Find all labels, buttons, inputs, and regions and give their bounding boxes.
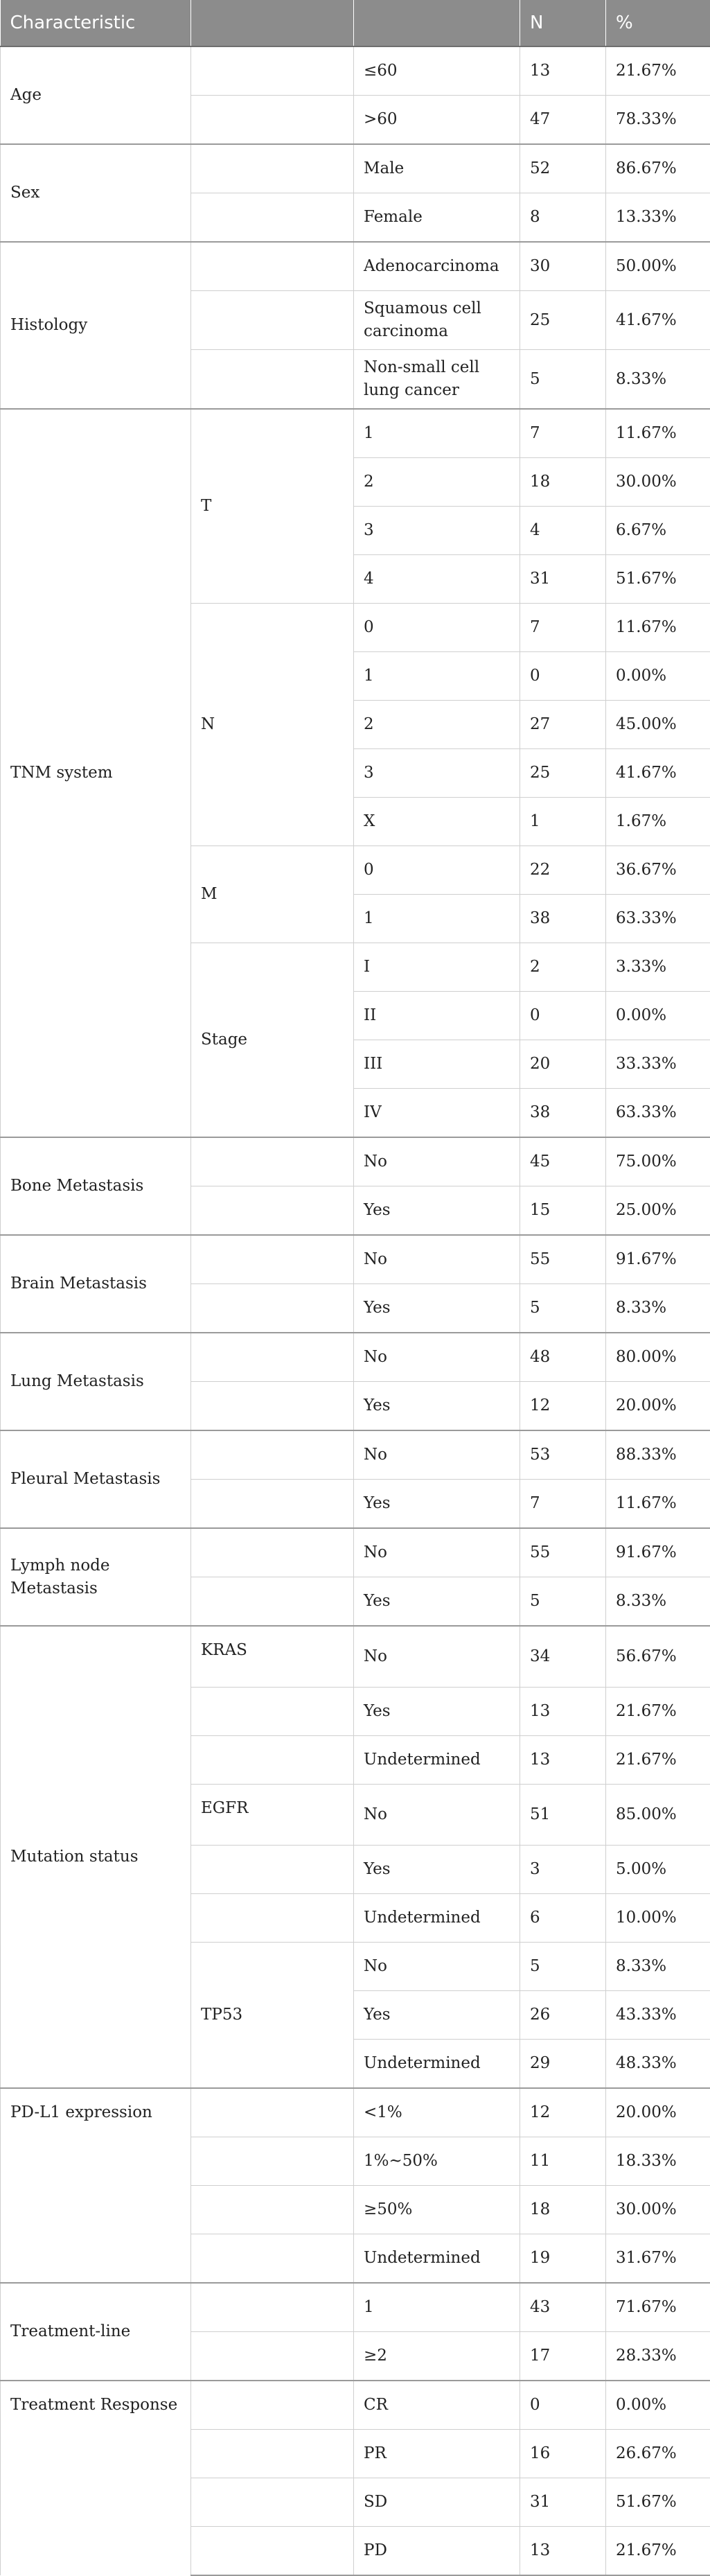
percent-cell: 11.67% [606,409,710,458]
percent-cell: 0.00% [606,2381,710,2430]
table-row [1,1235,710,1284]
subgroup-label [191,1894,354,1943]
percent-cell: 3.33% [606,943,710,992]
count-cell: 47 [520,96,606,145]
percent-cell: 0.00% [606,992,710,1040]
subgroup-label [191,2527,354,2576]
value-label: IV [354,1089,520,1138]
count-cell: 19 [520,2234,606,2284]
percent-cell: 41.67% [606,291,710,350]
value-label: Female [354,193,520,243]
value-label: <1% [354,2088,520,2137]
count-cell: 27 [520,701,606,749]
percent-cell: 88.33% [606,1430,710,1480]
count-cell: 13 [520,2527,606,2576]
group-label: Bone Metastasis [1,1137,191,1235]
count-cell: 4 [520,507,606,555]
percent-cell: 13.33% [606,193,710,243]
value-label: ≤60 [354,46,520,96]
percent-cell: 20.00% [606,1382,710,1431]
count-cell: 7 [520,604,606,652]
percent-cell: 21.67% [606,1688,710,1736]
table-row [1,144,710,193]
percent-cell: 80.00% [606,1333,710,1382]
percent-cell: 11.67% [606,1480,710,1529]
percent-cell: 8.33% [606,1577,710,1627]
count-cell: 48 [520,1333,606,1382]
table-header-row [1,0,710,46]
percent-cell: 21.67% [606,2527,710,2576]
count-cell: 17 [520,2332,606,2381]
percent-cell: 51.67% [606,2478,710,2527]
percent-cell: 11.67% [606,604,710,652]
subgroup-label [191,350,354,410]
percent-cell: 8.33% [606,350,710,410]
subgroup-label [191,144,354,193]
count-cell: 55 [520,1235,606,1284]
subgroup-label [191,2430,354,2478]
count-cell: 29 [520,2040,606,2089]
count-cell: 5 [520,1577,606,1627]
count-cell: 2 [520,943,606,992]
subgroup-label [191,1430,354,1480]
count-cell: 52 [520,144,606,193]
count-cell: 51 [520,1785,606,1846]
table-row [1,1626,710,1688]
header-value [354,0,520,46]
count-cell: 8 [520,193,606,243]
table-row [1,2283,710,2332]
group-label: PD-L1 expression [1,2088,191,2283]
count-cell: 53 [520,1430,606,1480]
table-row [1,2381,710,2430]
subgroup-label [191,2283,354,2332]
percent-cell: 28.33% [606,2332,710,2381]
value-label: Yes [354,1688,520,1736]
subgroup-label [191,1688,354,1736]
group-label: Treatment Response [1,2381,191,2575]
subgroup-label [191,2381,354,2430]
percent-cell: 48.33% [606,2040,710,2089]
percent-cell: 56.67% [606,1626,710,1688]
value-label: 4 [354,555,520,604]
count-cell: 31 [520,2478,606,2527]
count-cell: 12 [520,2088,606,2137]
count-cell: 30 [520,242,606,291]
percent-cell: 30.00% [606,2186,710,2234]
count-cell: 34 [520,1626,606,1688]
subgroup-label [191,1382,354,1431]
subgroup-label [191,291,354,350]
value-label: Yes [354,1846,520,1894]
percent-cell: 63.33% [606,1089,710,1138]
count-cell: 5 [520,1284,606,1333]
value-label: Yes [354,1577,520,1627]
value-label: 0 [354,604,520,652]
count-cell: 13 [520,1688,606,1736]
percent-cell: 8.33% [606,1284,710,1333]
group-label: Lymph node Metastasis [1,1528,191,1626]
percent-cell: 63.33% [606,895,710,943]
count-cell: 1 [520,798,606,846]
count-cell: 38 [520,1089,606,1138]
count-cell: 0 [520,652,606,701]
percent-cell: 0.00% [606,652,710,701]
percent-cell: 30.00% [606,458,710,507]
value-label: Yes [354,1186,520,1236]
percent-cell: 43.33% [606,1991,710,2040]
subgroup-label [191,96,354,145]
group-label: Lung Metastasis [1,1333,191,1430]
subgroup-label [191,1284,354,1333]
subgroup-label [191,1137,354,1186]
value-label: ≥2 [354,2332,520,2381]
table-row [1,409,710,458]
value-label: 2 [354,701,520,749]
subgroup-label [191,2234,354,2284]
percent-cell: 86.67% [606,144,710,193]
percent-cell: 25.00% [606,1186,710,1236]
count-cell: 5 [520,1943,606,1991]
table-row [1,46,710,96]
count-cell: 6 [520,1894,606,1943]
table-row [1,2088,710,2137]
value-label: Undetermined [354,2234,520,2284]
count-cell: 12 [520,1382,606,1431]
subgroup-label: N [191,604,354,846]
value-label: Undetermined [354,1736,520,1785]
subgroup-label: T [191,409,354,604]
count-cell: 7 [520,1480,606,1529]
value-label: X [354,798,520,846]
percent-cell: 75.00% [606,1137,710,1186]
group-label: TNM system [1,409,191,1137]
subgroup-label [191,1577,354,1627]
percent-cell: 5.00% [606,1846,710,1894]
subgroup-label: EGFR [191,1785,354,1846]
percent-cell: 21.67% [606,46,710,96]
percent-cell: 41.67% [606,749,710,798]
percent-cell: 1.67% [606,798,710,846]
percent-cell: 21.67% [606,1736,710,1785]
count-cell: 11 [520,2137,606,2186]
percent-cell: 31.67% [606,2234,710,2284]
count-cell: 15 [520,1186,606,1236]
subgroup-label [191,2186,354,2234]
value-label: >60 [354,96,520,145]
value-label: No [354,1137,520,1186]
group-label: Treatment-line [1,2283,191,2381]
header-n: N [520,0,606,46]
subgroup-label [191,2137,354,2186]
percent-cell: 51.67% [606,555,710,604]
group-label: Age [1,46,191,144]
subgroup-label [191,1736,354,1785]
count-cell: 38 [520,895,606,943]
subgroup-label: KRAS [191,1626,354,1688]
subgroup-label [191,1480,354,1529]
value-label: 1 [354,652,520,701]
count-cell: 13 [520,1736,606,1785]
count-cell: 0 [520,992,606,1040]
header-subgroup [191,0,354,46]
value-label: Yes [354,1480,520,1529]
percent-cell: 78.33% [606,96,710,145]
value-label: CR [354,2381,520,2430]
percent-cell: 18.33% [606,2137,710,2186]
value-label: Adenocarcinoma [354,242,520,291]
subgroup-label [191,1186,354,1236]
value-label: Non-small cell lung cancer [354,350,520,410]
subgroup-label [191,1846,354,1894]
value-label: No [354,1626,520,1688]
value-label: No [354,1785,520,1846]
value-label: PD [354,2527,520,2576]
subgroup-label: M [191,846,354,943]
subgroup-label [191,46,354,96]
table-row [1,1333,710,1382]
value-label: No [354,1430,520,1480]
group-label: Brain Metastasis [1,1235,191,1333]
percent-cell: 71.67% [606,2283,710,2332]
count-cell: 3 [520,1846,606,1894]
percent-cell: 6.67% [606,507,710,555]
header-characteristic: Characteristic [1,0,191,46]
value-label: No [354,1235,520,1284]
subgroup-label [191,242,354,291]
subgroup-label [191,1333,354,1382]
subgroup-label: Stage [191,943,354,1138]
percent-cell: 8.33% [606,1943,710,1991]
value-label: Yes [354,1382,520,1431]
value-label: Male [354,144,520,193]
percent-cell: 50.00% [606,242,710,291]
group-label: Pleural Metastasis [1,1430,191,1528]
value-label: 3 [354,749,520,798]
count-cell: 0 [520,2381,606,2430]
count-cell: 18 [520,2186,606,2234]
table-row [1,242,710,291]
value-label: 2 [354,458,520,507]
count-cell: 20 [520,1040,606,1089]
value-label: 3 [354,507,520,555]
subgroup-label [191,1528,354,1577]
subgroup-label [191,2088,354,2137]
table-row [1,1137,710,1186]
count-cell: 7 [520,409,606,458]
value-label: II [354,992,520,1040]
value-label: 1 [354,895,520,943]
value-label: Undetermined [354,2040,520,2089]
count-cell: 45 [520,1137,606,1186]
value-label: ≥50% [354,2186,520,2234]
count-cell: 31 [520,555,606,604]
count-cell: 5 [520,350,606,410]
subgroup-label [191,2332,354,2381]
value-label: 1 [354,409,520,458]
percent-cell: 45.00% [606,701,710,749]
percent-cell: 26.67% [606,2430,710,2478]
value-label: 0 [354,846,520,895]
count-cell: 25 [520,291,606,350]
value-label: Yes [354,1284,520,1333]
value-label: I [354,943,520,992]
percent-cell: 10.00% [606,1894,710,1943]
value-label: SD [354,2478,520,2527]
group-label: Mutation status [1,1626,191,2088]
table-row [1,1528,710,1577]
percent-cell: 91.67% [606,1235,710,1284]
subgroup-label: TP53 [191,1943,354,2089]
value-label: III [354,1040,520,1089]
header-percent: % [606,0,710,46]
subgroup-label [191,193,354,243]
group-label: Histology [1,242,191,409]
percent-cell: 91.67% [606,1528,710,1577]
count-cell: 25 [520,749,606,798]
value-label: PR [354,2430,520,2478]
count-cell: 26 [520,1991,606,2040]
count-cell: 18 [520,458,606,507]
percent-cell: 20.00% [606,2088,710,2137]
subgroup-label [191,2478,354,2527]
value-label: Squamous cell carcinoma [354,291,520,350]
count-cell: 16 [520,2430,606,2478]
value-label: No [354,1333,520,1382]
value-label: 1%~50% [354,2137,520,2186]
count-cell: 22 [520,846,606,895]
percent-cell: 33.33% [606,1040,710,1089]
count-cell: 55 [520,1528,606,1577]
percent-cell: 36.67% [606,846,710,895]
subgroup-label [191,1235,354,1284]
value-label: No [354,1943,520,1991]
value-label: Undetermined [354,1894,520,1943]
count-cell: 43 [520,2283,606,2332]
group-label: Sex [1,144,191,242]
percent-cell: 85.00% [606,1785,710,1846]
count-cell: 13 [520,46,606,96]
value-label: No [354,1528,520,1577]
table-row [1,1430,710,1480]
value-label: Yes [354,1991,520,2040]
value-label: 1 [354,2283,520,2332]
